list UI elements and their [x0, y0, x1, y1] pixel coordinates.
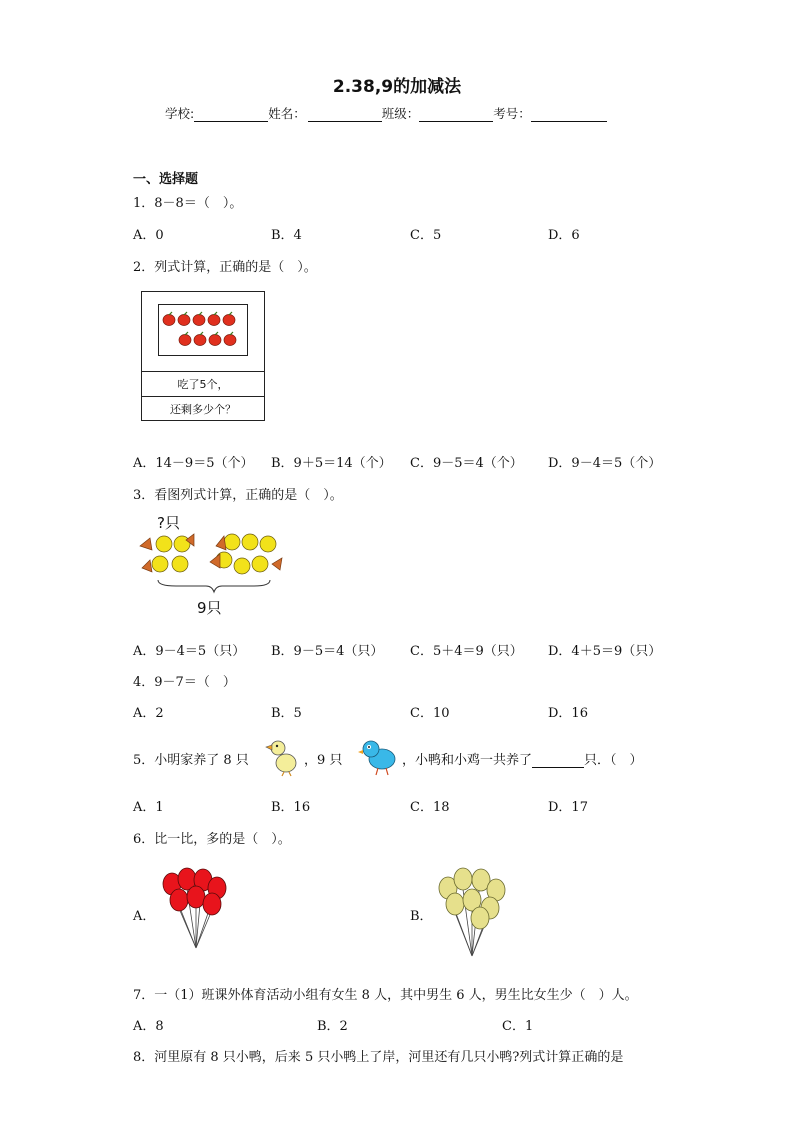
- chick-figure-top-label: ?只: [157, 514, 180, 532]
- q2-option-d[interactable]: D．9－4＝5（个）: [548, 456, 662, 471]
- q4-option-c[interactable]: C．10: [410, 706, 450, 721]
- apple-figure: [141, 291, 265, 421]
- q3-option-c[interactable]: C．5＋4＝9（只）: [410, 644, 523, 659]
- question-3-stem: 3．看图列式计算，正确的是（ ）。: [133, 488, 343, 503]
- q2-option-c[interactable]: C．9－5＝4（个）: [410, 456, 523, 471]
- q1-option-b[interactable]: B．4: [271, 228, 302, 243]
- chick-figure-bottom-label: 9只: [197, 599, 222, 617]
- duckling-icon: [262, 735, 304, 777]
- q5-option-b[interactable]: B．16: [271, 800, 311, 815]
- question-5-stem-part1: 5．小明家养了 8 只: [133, 753, 249, 768]
- apple-figure-line1: 吃了5个，: [177, 378, 229, 391]
- apple-frame: [158, 304, 248, 356]
- q5-option-a[interactable]: A．1: [133, 800, 164, 815]
- apple-figure-line2: 还剩多少个？: [170, 403, 236, 416]
- chicks-illustration: [136, 528, 286, 598]
- question-1-stem: 1．8－8＝（ ）。: [133, 196, 243, 211]
- apples-illustration: [159, 305, 247, 355]
- question-8-stem: 8．河里原有 8 只小鸭，后来 5 只小鸭上了岸，河里还有几只小鸭?列式计算正确的是: [133, 1050, 624, 1065]
- q6-option-b[interactable]: B．: [410, 909, 433, 924]
- chick-icon: [356, 735, 400, 777]
- question-5-stem-end: 只．（ ）: [584, 753, 643, 768]
- question-6-stem: 6．比一比，多的是（ ）。: [133, 832, 291, 847]
- name-label: 姓名：: [268, 106, 306, 121]
- question-7-stem: 7．一（1）班课外体育活动小组有女生 8 人，其中男生 6 人，男生比女生少（ ）人。: [133, 988, 638, 1003]
- class-field[interactable]: [419, 107, 493, 122]
- red-balloons-image: [156, 866, 236, 954]
- id-label: 考号：: [493, 106, 531, 121]
- q3-option-b[interactable]: B．9－5＝4（只）: [271, 644, 384, 659]
- question-4-stem: 4．9－7＝（ ）: [133, 675, 236, 690]
- q7-option-a[interactable]: A．8: [133, 1019, 164, 1034]
- q1-option-c[interactable]: C．5: [410, 228, 442, 243]
- q5-option-d[interactable]: D．17: [548, 800, 588, 815]
- yellow-balloons-image: [432, 866, 514, 962]
- section-title: 一、选择题: [133, 172, 199, 187]
- q4-option-b[interactable]: B．5: [271, 706, 302, 721]
- class-label: 班级：: [381, 106, 420, 121]
- question-5-stem-part2: ，9 只: [304, 753, 343, 768]
- student-info-row: [165, 104, 607, 122]
- q3-option-d[interactable]: D．4＋5＝9（只）: [548, 644, 662, 659]
- question-5-stem-part3: [402, 749, 643, 768]
- q7-option-b[interactable]: B．2: [317, 1019, 348, 1034]
- school-label: 学校:: [165, 106, 195, 121]
- question-5-answer-blank[interactable]: [532, 754, 584, 768]
- q1-option-a[interactable]: A．0: [133, 228, 164, 243]
- q4-option-d[interactable]: D．16: [548, 706, 588, 721]
- q2-option-b[interactable]: B．9＋5＝14（个）: [271, 456, 392, 471]
- q5-option-c[interactable]: C．18: [410, 800, 450, 815]
- page-title: 2.38,9的加减法: [332, 77, 462, 97]
- q7-option-c[interactable]: C．1: [502, 1019, 534, 1034]
- question-2-stem: 2．列式计算，正确的是（ ）。: [133, 260, 317, 275]
- q3-option-a[interactable]: A．9－4＝5（只）: [133, 644, 246, 659]
- q4-option-a[interactable]: A．2: [133, 706, 164, 721]
- school-field[interactable]: [194, 107, 268, 122]
- id-field[interactable]: [531, 107, 607, 122]
- q2-option-a[interactable]: A．14－9＝5（个）: [133, 456, 254, 471]
- q6-option-a[interactable]: A．: [133, 909, 156, 924]
- question-5-stem-text: ，小鸭和小鸡一共养了: [402, 753, 533, 768]
- name-field[interactable]: [308, 107, 382, 122]
- q1-option-d[interactable]: D．6: [548, 228, 580, 243]
